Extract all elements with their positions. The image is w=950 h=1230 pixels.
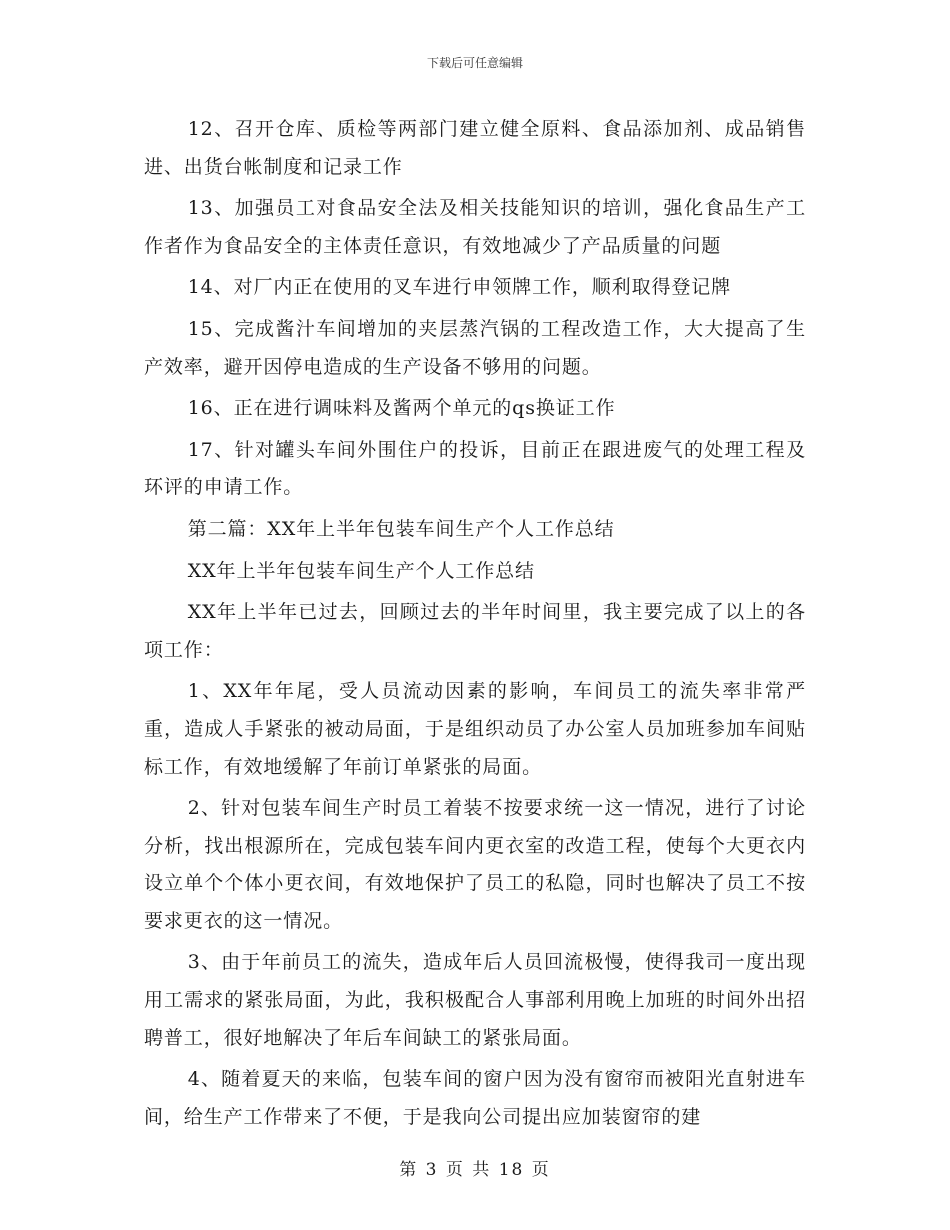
paragraph-item-12: 12、召开仓库、质检等两部门建立健全原料、食品添加剂、成品销售进、出货台帐制度和记录工作 [144,118,806,178]
page-number-footer: 第 3 页 共 18 页 [399,1160,551,1180]
document-title: XX年上半年包装车间生产个人工作总结 [187,559,535,582]
paragraph-item-14: 14、对厂内正在使用的叉车进行申领牌工作，顺利取得登记牌 [187,276,732,299]
page-header: 下载后可任意编辑 [426,56,523,70]
paragraph-item-2: 2、针对包装车间生产时员工着装不按要求统一这一情况，进行了讨论分析，找出根源所在，完成包装车间内更衣室的改造工程，使每个大更衣内设立单个个体小更衣间，有效地保护了员工的私隐，同时也解决了员工不按要求更衣的这一情况。 [144,797,806,932]
paragraph-item-4: 4、随着夏天的来临，包装车间的窗户因为没有窗帘而被阳光直射进车间，给生产工作带来了不便，于是我向公司提出应加装窗帘的建 [144,1068,806,1128]
paragraph-item-3: 3、由于年前员工的流失，造成年后人员回流极慢，使得我司一度出现用工需求的紧张局面，为此，我积极配合人事部利用晚上加班的时间外出招聘普工，很好地解决了年后车间缺工的紧张局面。 [144,951,806,1049]
paragraph-item-17: 17、针对罐头车间外围住户的投诉，目前正在跟进废气的处理工程及环评的申请工作。 [144,438,806,499]
section-heading: 第二篇：XX年上半年包装车间生产个人工作总结 [187,517,615,540]
intro-paragraph: XX年上半年已过去，回顾过去的半年时间里，我主要完成了以上的各项工作： [144,601,806,661]
document-body [144,111,806,1140]
paragraph-item-13: 13、加强员工对食品安全法及相关技能知识的培训，强化食品生产工作者作为食品安全的主体责任意识，有效地减少了产品质量的问题 [144,197,806,257]
paragraph-item-15: 15、完成酱汁车间增加的夹层蒸汽锅的工程改造工作，大大提高了生产效率，避开因停电造成的生产设备不够用的问题。 [144,317,806,378]
paragraph-item-16: 16、正在进行调味料及酱两个单元的qs换证工作 [187,397,616,420]
paragraph-item-1: 1、XX年年尾，受人员流动因素的影响，车间员工的流失率非常严重，造成人手紧张的被动局面，于是组织动员了办公室人员加班参加车间贴标工作，有效地缓解了年前订单紧张的局面。 [144,680,806,778]
